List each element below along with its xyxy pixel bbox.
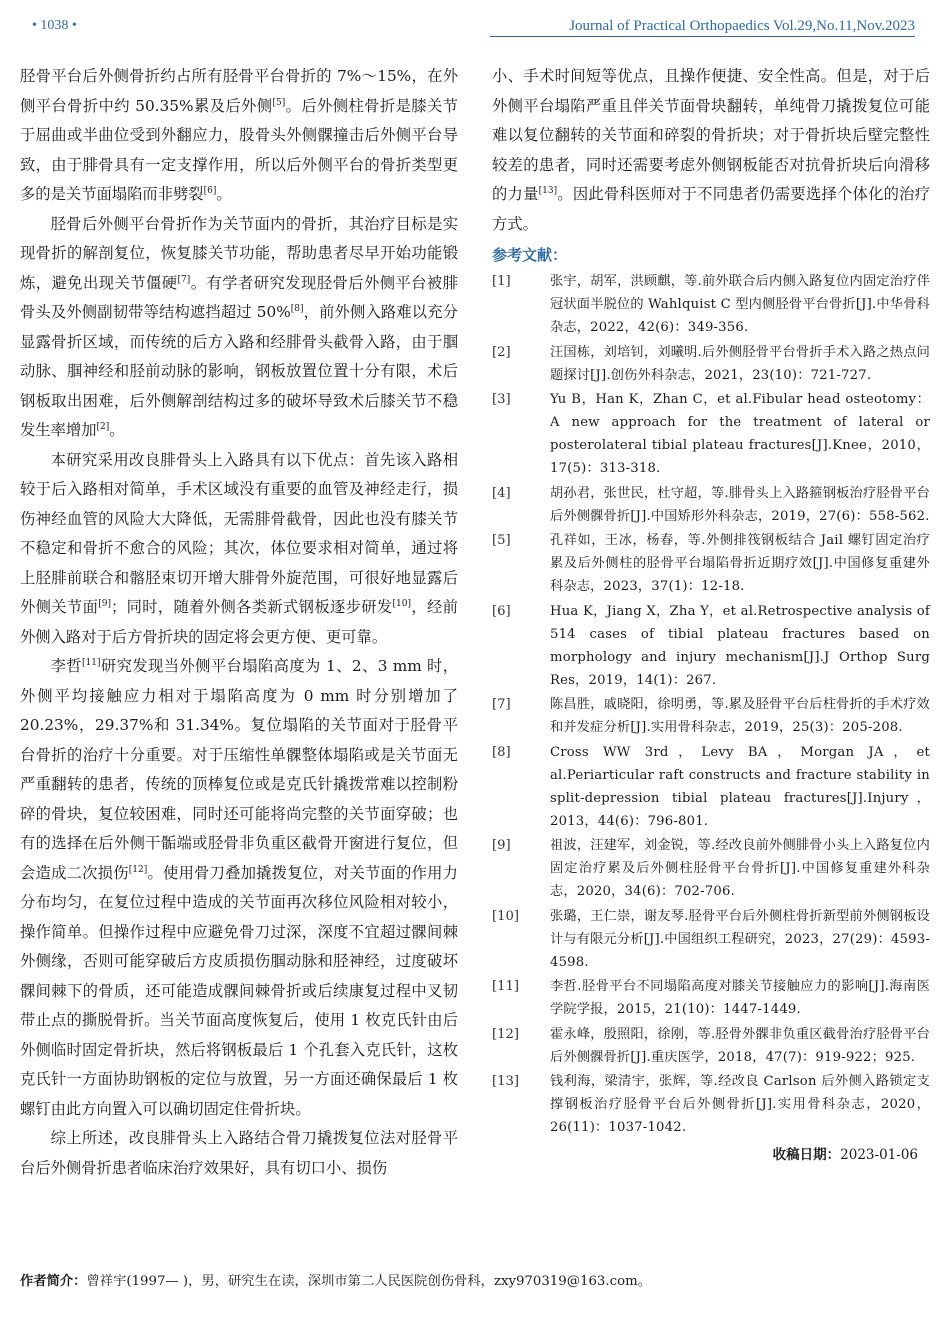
references-title: 参考文献： <box>492 246 568 264</box>
author-bio <box>20 1270 930 1289</box>
reference-text: 霍永峰，殷照阳，徐刚，等.胫骨外髁非负重区截骨治疗胫骨平台后外侧髁骨折[J].重庆医学，2018，47(7)：919-922；925. <box>550 1026 930 1065</box>
left-column <box>20 62 458 1272</box>
reference-item <box>492 1070 930 1139</box>
reference-item <box>492 600 930 692</box>
author-label: 作者简介： <box>20 1274 87 1289</box>
reference-item <box>492 741 930 833</box>
body-paragraph <box>20 446 458 653</box>
reference-number: [5] <box>492 533 511 548</box>
paragraph-text: 胫骨后外侧平台骨折作为关节面内的骨折，其治疗目标是实现骨折的解剖复位，恢复膝关节功能，帮助患者尽早开始功能锻炼，避免出现关节僵硬 <box>20 214 458 292</box>
reference-text: 胡孙君，张世民，杜守超，等.腓骨头上入路箍钢板治疗胫骨平台后外侧髁骨折[J].中国矫形外科杂志，2019，27(6)：558-562. <box>550 485 930 524</box>
reference-text: Yu B，Han K，Zhan C，et al.Fibular head osteotomy：A new approach for the treatment of lateral or posterolateral tibial plateau fractures[J].Knee，2010，17(5)：313-318. <box>550 392 930 476</box>
journal-title: Journal of Practical Orthopaedics Vol.29,No.11,Nov.2023 <box>569 18 915 34</box>
paragraph-text: 。 <box>216 185 232 203</box>
citation-marker[interactable]: [8] <box>290 303 304 314</box>
citation-marker[interactable]: [13] <box>538 185 558 196</box>
citation-marker[interactable]: [2] <box>96 421 110 432</box>
received-value: 2023-01-06 <box>840 1147 918 1163</box>
paragraph-text: 研究发现当外侧平台塌陷高度为 1、2、3 mm 时，外侧平均接触应力相对于塌陷高度为 0 mm 时分别增加了 20.23%，29.37%和 31.34%。复位塌陷的关节面对于胫骨平台骨折的治疗十分重要。对于压缩性单髁整体塌陷或是关节面无严重翻转的患者，传统的顶棒复位或是克氏针撬拨常难以控制粉碎的骨块，复位较困难，同时还可能将尚完整的关节面穿破；也有的选择在后外侧干骺端或胫骨非负重区截骨开窗进行复位，但会造成二次损伤 <box>20 657 458 882</box>
body-paragraph <box>20 62 458 210</box>
citation-marker[interactable]: [5] <box>272 97 286 108</box>
reference-item <box>492 482 930 528</box>
citation-marker[interactable]: [9] <box>98 598 111 609</box>
reference-number: [13] <box>492 1074 520 1089</box>
reference-item <box>492 693 930 739</box>
reference-text: 张宇，胡军，洪顾麒，等.前外联合后内侧入路复位内固定治疗伴冠状面半脱位的 Wahlquist C 型内侧胫骨平台骨折[J].中华骨科杂志，2022，42(6)：349-356. <box>550 274 930 335</box>
paragraph-text: ，经前外侧入路对于后方骨折块的固定将会更方便、更可靠。 <box>20 598 458 646</box>
reference-number: [8] <box>492 744 511 760</box>
citation-marker[interactable]: [12] <box>128 864 148 875</box>
paragraph-text: 李哲 <box>50 657 83 675</box>
citation-marker[interactable]: [11] <box>82 657 101 668</box>
reference-number: [1] <box>492 274 511 289</box>
reference-item <box>492 975 930 1021</box>
reference-item <box>492 834 930 903</box>
reference-text: 钱利海，梁清宇，张辉，等.经改良 Carlson 后外侧入路锁定支撑钢板治疗胫骨平台后外侧骨折[J].实用骨科杂志，2020，26(11)：1037-1042. <box>550 1074 930 1135</box>
right-column <box>492 62 930 1171</box>
paragraph-text: 。因此骨科医师对于不同患者仍需要选择个体化的治疗方式。 <box>492 185 930 233</box>
body-paragraph <box>20 210 458 446</box>
received-date <box>492 1141 930 1171</box>
reference-text: 李哲.胫骨平台不同塌陷高度对膝关节接触应力的影响[J].海南医学院学报，2015，21(10)：1447-1449. <box>550 979 930 1017</box>
paragraph-text: 综上所述，改良腓骨头上入路结合骨刀撬拨复位法对胫骨平台后外侧骨折患者临床治疗效果好，具有切口小、损伤 <box>20 1129 458 1177</box>
reference-item <box>492 341 930 387</box>
reference-text: 陈昌胜，戚晓阳，徐明勇，等.累及胫骨平台后柱骨折的手术疗效和并发症分析[J].实用骨科杂志，2019，25(3)：205-208. <box>550 697 930 735</box>
paragraph-text: 小、手术时间短等优点，且操作便捷、安全性高。但是，对于后外侧平台塌陷严重且伴关节面骨块翻转，单纯骨刀撬拨复位可能难以复位翻转的关节面和碎裂的骨折块；对于骨折块后壁完整性较差的患者，同时还需要考虑外侧钢板能否对抗骨折块后向滑移的力量 <box>492 67 930 203</box>
reference-number: [4] <box>492 485 511 501</box>
reference-item <box>492 529 930 598</box>
reference-number: [9] <box>492 838 511 853</box>
reference-item <box>492 388 930 480</box>
paragraph-text: 本研究采用改良腓骨头上入路具有以下优点：首先该入路相较于后入路相对简单，手术区域没有重要的血管及神经走行，损伤神经血管的风险大大降低，无需腓骨截骨，因此也没有膝关节不稳定和骨折不愈合的风险；其次，体位要求相对简单，通过将上胫腓前联合和髂胫束切开增大腓骨外旋范围，可很好地显露后外侧关节面 <box>20 450 458 616</box>
paragraph-text: 胫骨平台后外侧骨折约占所有胫骨平台骨折的 7%～15%，在外侧平台骨折中约 50.35%累及后外侧 <box>20 67 458 115</box>
received-label: 收稿日期： <box>772 1147 841 1163</box>
reference-number: [3] <box>492 392 511 407</box>
reference-item <box>492 270 930 339</box>
reference-text: 孔祥如，王冰，杨春，等.外侧排筏钢板结合 Jail 螺钉固定治疗累及后外侧柱的胫骨平台塌陷骨折近期疗效[J].中国修复重建外科杂志，2023，37(1)：12-18. <box>550 533 930 594</box>
reference-item <box>492 1023 930 1069</box>
reference-number: [12] <box>492 1026 520 1042</box>
reference-number: [2] <box>492 344 511 360</box>
reference-number: [10] <box>492 908 520 924</box>
paragraph-text: ；同时，随着外侧各类新式钢板逐步研发 <box>110 598 393 616</box>
body-paragraph <box>20 1124 458 1183</box>
page-number: • 1038 • <box>32 18 77 33</box>
references-list <box>492 270 930 1139</box>
paragraph-text: 。后外侧柱骨折是膝关节于屈曲或半曲位受到外翻应力，股骨头外侧髁撞击后外侧平台导致，由于腓骨具有一定支撑作用，所以后外侧平台的骨折类型更多的是关节面塌陷而非劈裂 <box>20 96 458 203</box>
reference-text: Hua K，Jiang X，Zha Y，et al.Retrospective analysis of 514 cases of tibial plateau fractures based on morphology and injury mechanism[J].J Orthop Surg Res，2019，14(1)：267. <box>550 603 930 688</box>
reference-item <box>492 905 930 974</box>
paragraph-text: ，前外侧入路难以充分显露骨折区域，而传统的后方入路和经腓骨头截骨入路，由于腘动脉、腘神经和胫前动脉的影响，钢板放置位置十分有限，术后钢板取出困难，后外侧解剖结构过多的破坏导致术后膝关节不稳发生率增加 <box>20 303 458 439</box>
paragraph-text: 。使用骨刀叠加撬拨复位，对关节面的作用力分布均匀，在复位过程中造成的关节面再次移位风险相对较小，操作简单。但操作过程中应避免骨刀过深，深度不宜超过髁间棘外侧缘，否则可能穿破后方皮质损伤腘动脉和胫神经，过度破坏髁间棘下的骨质，还可能造成髁间棘骨折或后续康复过程中叉韧带止点的撕脱骨折。当关节面高度恢复后，使用 1 枚克氏针由后外侧临时固定骨折块，然后将钢板最后 1 个孔套入克氏针，这枚克氏针一方面协助钢板的定位与放置，另一方面还确保最后 1 枚螺钉由此方向置入可以确切固定住骨折块。 <box>20 863 458 1118</box>
reference-text: 张璐，王仁崇，谢友琴.胫骨平台后外侧柱骨折新型前外侧钢板设计与有限元分析[J].中国组织工程研究，2023，27(29)：4593-4598. <box>550 908 930 970</box>
body-paragraph <box>20 652 458 1124</box>
page-header <box>20 0 935 40</box>
reference-text: 汪国栋，刘培钊，刘曦明.后外侧胫骨平台骨折手术入路之热点问题探讨[J].创伤外科杂志，2021，23(10)：721-727. <box>550 344 930 383</box>
reference-number: [11] <box>492 979 520 994</box>
reference-number: [6] <box>492 603 511 619</box>
reference-number: [7] <box>492 697 511 712</box>
paragraph-text: 。 <box>109 421 125 439</box>
citation-marker[interactable]: [10] <box>392 598 412 609</box>
citation-marker[interactable]: [7] <box>177 274 191 285</box>
citation-marker[interactable]: [6] <box>203 185 217 196</box>
reference-text: Cross WW 3rd，Levy BA，Morgan JA，et al.Periarticular raft constructs and fracture stability in split-depression tibial plateau fractures[J].Injury，2013，44(6)：796-801. <box>550 744 930 829</box>
paragraph-text: 。有学者研究发现胫骨后外侧平台被腓骨头及外侧副韧带等结构遮挡超过 50% <box>20 273 458 321</box>
author-text: 曾祥宇(1997— )，男，研究生在读，深圳市第二人民医院创伤骨科，zxy970319@163.com。 <box>86 1274 651 1289</box>
header-rule <box>490 36 915 37</box>
body-paragraph-continued <box>492 62 930 239</box>
reference-text: 祖波，汪建军，刘金锐，等.经改良前外侧腓骨小头上入路复位内固定治疗累及后外侧柱胫骨平台骨折[J].中国修复重建外科杂志，2020，34(6)：702-706. <box>550 838 930 899</box>
